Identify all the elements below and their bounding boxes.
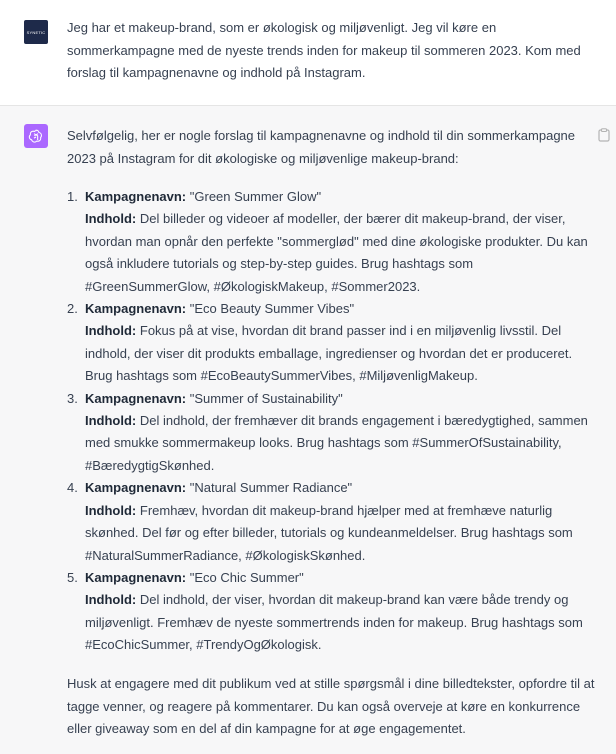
list-item bbox=[67, 388, 597, 478]
campaign-content: Fremhæv, hvordan dit makeup-brand hjælper med at fremhæve naturlig skønhed. Del før og efter billeder, tutorials og kundeanmeldelser. Brug hashtags som #NaturalSummerRadiance, #ØkologiskSkønhed. bbox=[85, 502, 573, 563]
user-message-text: Jeg har et makeup-brand, som er økologisk og miljøvenligt. Jeg vil køre en sommerkampagne med de nyeste trends inden for makeup til sommeren 2023. Kom med forslag til kampagnenavne og indhold på Instagram. bbox=[67, 20, 581, 80]
item-number: 1. bbox=[67, 189, 78, 204]
campaign-name: "Green Summer Glow" bbox=[189, 189, 322, 204]
campaign-name-label: Kampagnenavn: bbox=[85, 569, 187, 585]
content-label: Indhold: bbox=[85, 413, 137, 429]
campaign-name-label: Kampagnenavn: bbox=[85, 390, 187, 406]
content-label: Indhold: bbox=[85, 502, 137, 518]
assistant-intro-text: Selvfølgelig, her er nogle forslag til kampagnenavne og indhold til din sommerkampagne 2023 på Instagram for dit økologiske og miljøvenlige makeup-brand: bbox=[67, 128, 576, 166]
list-item bbox=[67, 567, 597, 657]
assistant-outro-text: Husk at engagere med dit publikum ved at stille spørgsmål i dine billedtekster, opfordre til at tagge venner, og reagere på kommentarer. Du kan også overveje at køre en konkurrence eller giveaway som en del af din kampagne for at øge engagementet. bbox=[67, 676, 595, 736]
item-number: 2. bbox=[67, 301, 78, 317]
campaign-name: "Natural Summer Radiance" bbox=[189, 480, 353, 496]
item-number: 3. bbox=[67, 390, 78, 406]
campaign-name: "Summer of Sustainability" bbox=[189, 390, 343, 406]
assistant-avatar bbox=[24, 124, 48, 148]
campaign-name-label: Kampagnenavn: bbox=[85, 301, 187, 317]
user-avatar-label: SYNETIC bbox=[26, 29, 46, 35]
content-label: Indhold: bbox=[85, 592, 137, 608]
clipboard-icon bbox=[598, 128, 610, 142]
campaign-name: "Eco Chic Summer" bbox=[189, 569, 304, 585]
openai-logo-icon bbox=[28, 128, 44, 144]
campaign-content: Del indhold, der viser, hvordan dit makeup-brand kan være både trendy og miljøvenligt. Fremhæv de nyeste sommertrends inden for makeup. Brug hashtags som #EcoChicSummer, #TrendyOgØkologisk. bbox=[85, 592, 583, 653]
content-label: Indhold: bbox=[85, 211, 137, 227]
campaign-content: Fokus på at vise, hvordan dit brand passer ind i en miljøvenlig livsstil. Del indhold, der viser dit produkts emballage, ingredienser og hvordan det er produceret. Brug hashtags som #EcoBeautySummerVibes, #MiljøvenligMakeup. bbox=[85, 323, 573, 384]
campaign-name-label: Kampagnenavn: bbox=[85, 480, 187, 496]
campaign-name: "Eco Beauty Summer Vibes" bbox=[189, 301, 355, 317]
copy-button[interactable] bbox=[598, 128, 610, 142]
list-item bbox=[67, 298, 597, 388]
campaign-name-label: Kampagnenavn: bbox=[85, 189, 187, 204]
user-avatar bbox=[24, 20, 48, 44]
content-label: Indhold: bbox=[85, 323, 137, 339]
campaign-list bbox=[67, 186, 597, 657]
item-number: 5. bbox=[67, 569, 78, 585]
campaign-content: Del indhold, der fremhæver dit brands engagement i bæredygtighed, sammen med smukke sommermakeup looks. Brug hashtags som #SummerOfSustainability, #BæredygtigSkønhed. bbox=[85, 413, 588, 473]
campaign-content: Del billeder og videoer af modeller, der bærer dit makeup-brand, der viser, hvordan man opnår den perfekte "sommerglød" med dine økologiske produkter. Du kan også inkludere tutorials og step-by-step guides. Brug hashtags som #GreenSummerGlow, #ØkologiskMakeup, #Sommer2023. bbox=[85, 211, 588, 294]
list-item bbox=[67, 477, 597, 567]
list-item bbox=[67, 186, 597, 298]
user-message bbox=[0, 0, 616, 106]
item-number: 4. bbox=[67, 480, 78, 496]
